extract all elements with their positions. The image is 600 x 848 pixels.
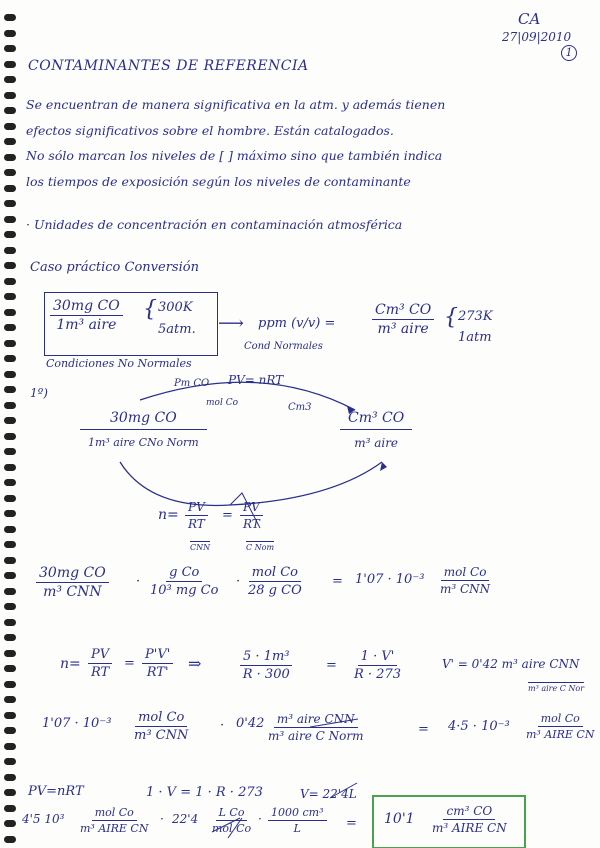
rt-1: RT — [187, 517, 205, 531]
n-fraction-cnom — [240, 500, 263, 531]
final-result-unit — [432, 804, 507, 835]
calc2-rt2: RT' — [146, 665, 169, 680]
equals-5: = — [346, 816, 357, 831]
brace-2: { — [444, 305, 458, 330]
equals-4: = — [418, 722, 429, 737]
calc4-a-num: mol Co — [92, 806, 137, 821]
n-equals: n= — [158, 507, 179, 523]
calc1-a-den: m³ CNN — [43, 584, 102, 600]
calc4-a-value: 4'5 10³ — [22, 812, 65, 826]
arc-mol-label: mol Co — [206, 398, 238, 408]
calc3-b-unit — [268, 712, 363, 743]
diagram-right-fraction — [340, 410, 412, 450]
diagram-right-num: Cm³ CO — [340, 410, 412, 430]
box-den: 1m³ aire — [56, 317, 117, 333]
calc1-b — [150, 565, 218, 598]
calc2-n: n= — [60, 656, 81, 672]
calc1-b-den: 10³ mg Co — [150, 583, 219, 598]
page-number: 1 — [561, 45, 577, 61]
calc3-a-value: 1'07 · 10⁻³ — [42, 716, 112, 731]
calc2-result: V' = 0'42 m³ aire CNN — [442, 657, 580, 671]
calc3-a-den: m³ CNN — [134, 728, 189, 743]
calc2-pvrt-prime — [142, 647, 173, 680]
calc2-right — [354, 649, 401, 682]
target-pressure: 1atm — [458, 330, 492, 345]
calc3-b-value: 0'42 — [236, 716, 265, 731]
calc2-result-den: m³ aire C Nor — [528, 684, 585, 693]
step-marker: 1º) — [30, 386, 48, 400]
calc2-rt: RT — [90, 665, 110, 680]
calc1-c-den: 28 g CO — [248, 583, 302, 598]
calc2-pv2: P'V' — [142, 647, 173, 664]
calc4-c-unit — [268, 806, 327, 835]
calc4-b-value: 22'4 — [172, 812, 199, 826]
calc1-res-den: m³ CNN — [440, 582, 491, 596]
calc4-b-num: L Co — [216, 806, 248, 821]
cond-normales-label: Cond Normales — [244, 341, 323, 352]
equals-1: = — [332, 574, 343, 589]
calc2-left — [240, 649, 292, 682]
ppm-label: ppm (v/v) = — [258, 316, 336, 331]
cnn-label: CNN — [190, 543, 211, 552]
final-res-num: cm³ CO — [443, 804, 495, 820]
times-1: · — [136, 574, 141, 589]
calc1-c-num: mol Co — [249, 565, 301, 582]
intro-line-3: No sólo marcan los niveles de [ ] máximo sino que también indica — [26, 148, 443, 163]
pv-2: PV — [240, 500, 263, 516]
calc1-b-num: g Co — [166, 565, 202, 582]
target-temp: 273K — [458, 309, 493, 324]
calc3-res-den: m³ AIRE CN — [526, 728, 595, 741]
intro-line-2: efectos significativos sobre el hombre. Están catalogados. — [26, 123, 394, 138]
calc1-a — [36, 565, 109, 600]
date: 27|09|2010 — [502, 30, 572, 44]
times-5: · — [258, 812, 262, 826]
calc4-b-unit — [212, 806, 251, 835]
box-temp: 300K — [158, 300, 193, 315]
calc2-l-num: 5 · 1m³ — [240, 649, 292, 666]
calc4-b-den: mol Co — [212, 822, 252, 835]
calc2-r-den: R · 273 — [354, 667, 401, 682]
n-fraction-cnn — [185, 500, 208, 531]
calc1-a-num: 30mg CO — [36, 565, 109, 583]
author-initials: CA — [518, 10, 541, 28]
arrow-right-icon: ⟶ — [218, 313, 244, 334]
calc4-c-num: 1000 cm³ — [268, 806, 327, 821]
diagram-left-den: 1m³ aire CNo Norm — [87, 436, 199, 449]
target-num: Cm³ CO — [372, 302, 434, 320]
calc1-res-num: mol Co — [441, 565, 490, 581]
calc2-r-num: 1 · V' — [358, 649, 398, 666]
box-label: Condiciones No Normales — [46, 357, 192, 370]
final-result-value: 10'1 — [384, 811, 415, 827]
arc-pm-label: Pm CO — [174, 378, 210, 389]
calc3-result-value: 4·5 · 10⁻³ — [448, 719, 510, 734]
target-den: m³ aire — [377, 321, 429, 337]
calc2-pv: PV — [88, 647, 112, 664]
times-2: · — [236, 574, 241, 589]
calc3-b-num: m³ aire CNN — [274, 712, 358, 728]
calc2-pvrt — [88, 647, 112, 680]
calc4-equation: 1 · V = 1 · R · 273 — [146, 785, 263, 800]
box-num: 30mg CO — [50, 298, 123, 316]
equals-3: = — [326, 658, 337, 673]
calc4-c-den: L — [293, 822, 301, 835]
times-4: · — [160, 812, 164, 826]
calc1-c — [248, 565, 302, 598]
bullet-units: · Unidades de concentración en contaminación atmosférica — [26, 217, 403, 232]
implies-icon: ⇒ — [188, 654, 202, 673]
diagram-right-den: m³ aire — [354, 436, 399, 450]
calc3-b-den: m³ aire C Norm — [268, 729, 364, 743]
page-title: CONTAMINANTES DE REFERENCIA — [28, 58, 309, 74]
box-pressure: 5atm. — [158, 322, 196, 337]
equals: = — [222, 508, 233, 523]
calc3-result-unit — [526, 712, 594, 741]
calc4-a-den: m³ AIRE CN — [80, 822, 149, 835]
diagram-left-fraction — [80, 410, 207, 449]
calc1-result-value: 1'07 · 10⁻³ — [355, 572, 425, 587]
calc3-a-unit — [134, 710, 188, 743]
calc4-volume: V= 22'4L — [300, 787, 357, 801]
pv-1: PV — [185, 500, 208, 516]
calc3-res-num: mol Co — [538, 712, 583, 727]
brace: { — [143, 297, 157, 322]
case-title: Caso práctico Conversión — [30, 260, 199, 275]
calc4-pvnrt: PV=nRT — [28, 784, 84, 799]
calc3-a-num: mol Co — [135, 710, 187, 727]
rt-2: RT — [242, 517, 260, 531]
intro-line-1: Se encuentran de manera significativa en la atm. y además tienen — [26, 97, 446, 112]
calc2-l-den: R · 300 — [242, 667, 290, 682]
intro-line-4: los tiempos de exposición según los niveles de contaminante — [26, 174, 411, 189]
arc-pvnrt-label: PV= nRT — [228, 373, 284, 387]
cnom-label: C Nom — [246, 543, 275, 552]
calc1-result-unit — [440, 565, 490, 596]
equals-2: = — [124, 656, 135, 671]
diagram-left-num: 30mg CO — [80, 410, 207, 430]
times-3: · — [220, 718, 225, 733]
calc4-a-unit — [80, 806, 148, 835]
final-res-den: m³ AIRE CN — [432, 821, 507, 835]
arc-cm3-label: Cm3 — [288, 402, 312, 413]
